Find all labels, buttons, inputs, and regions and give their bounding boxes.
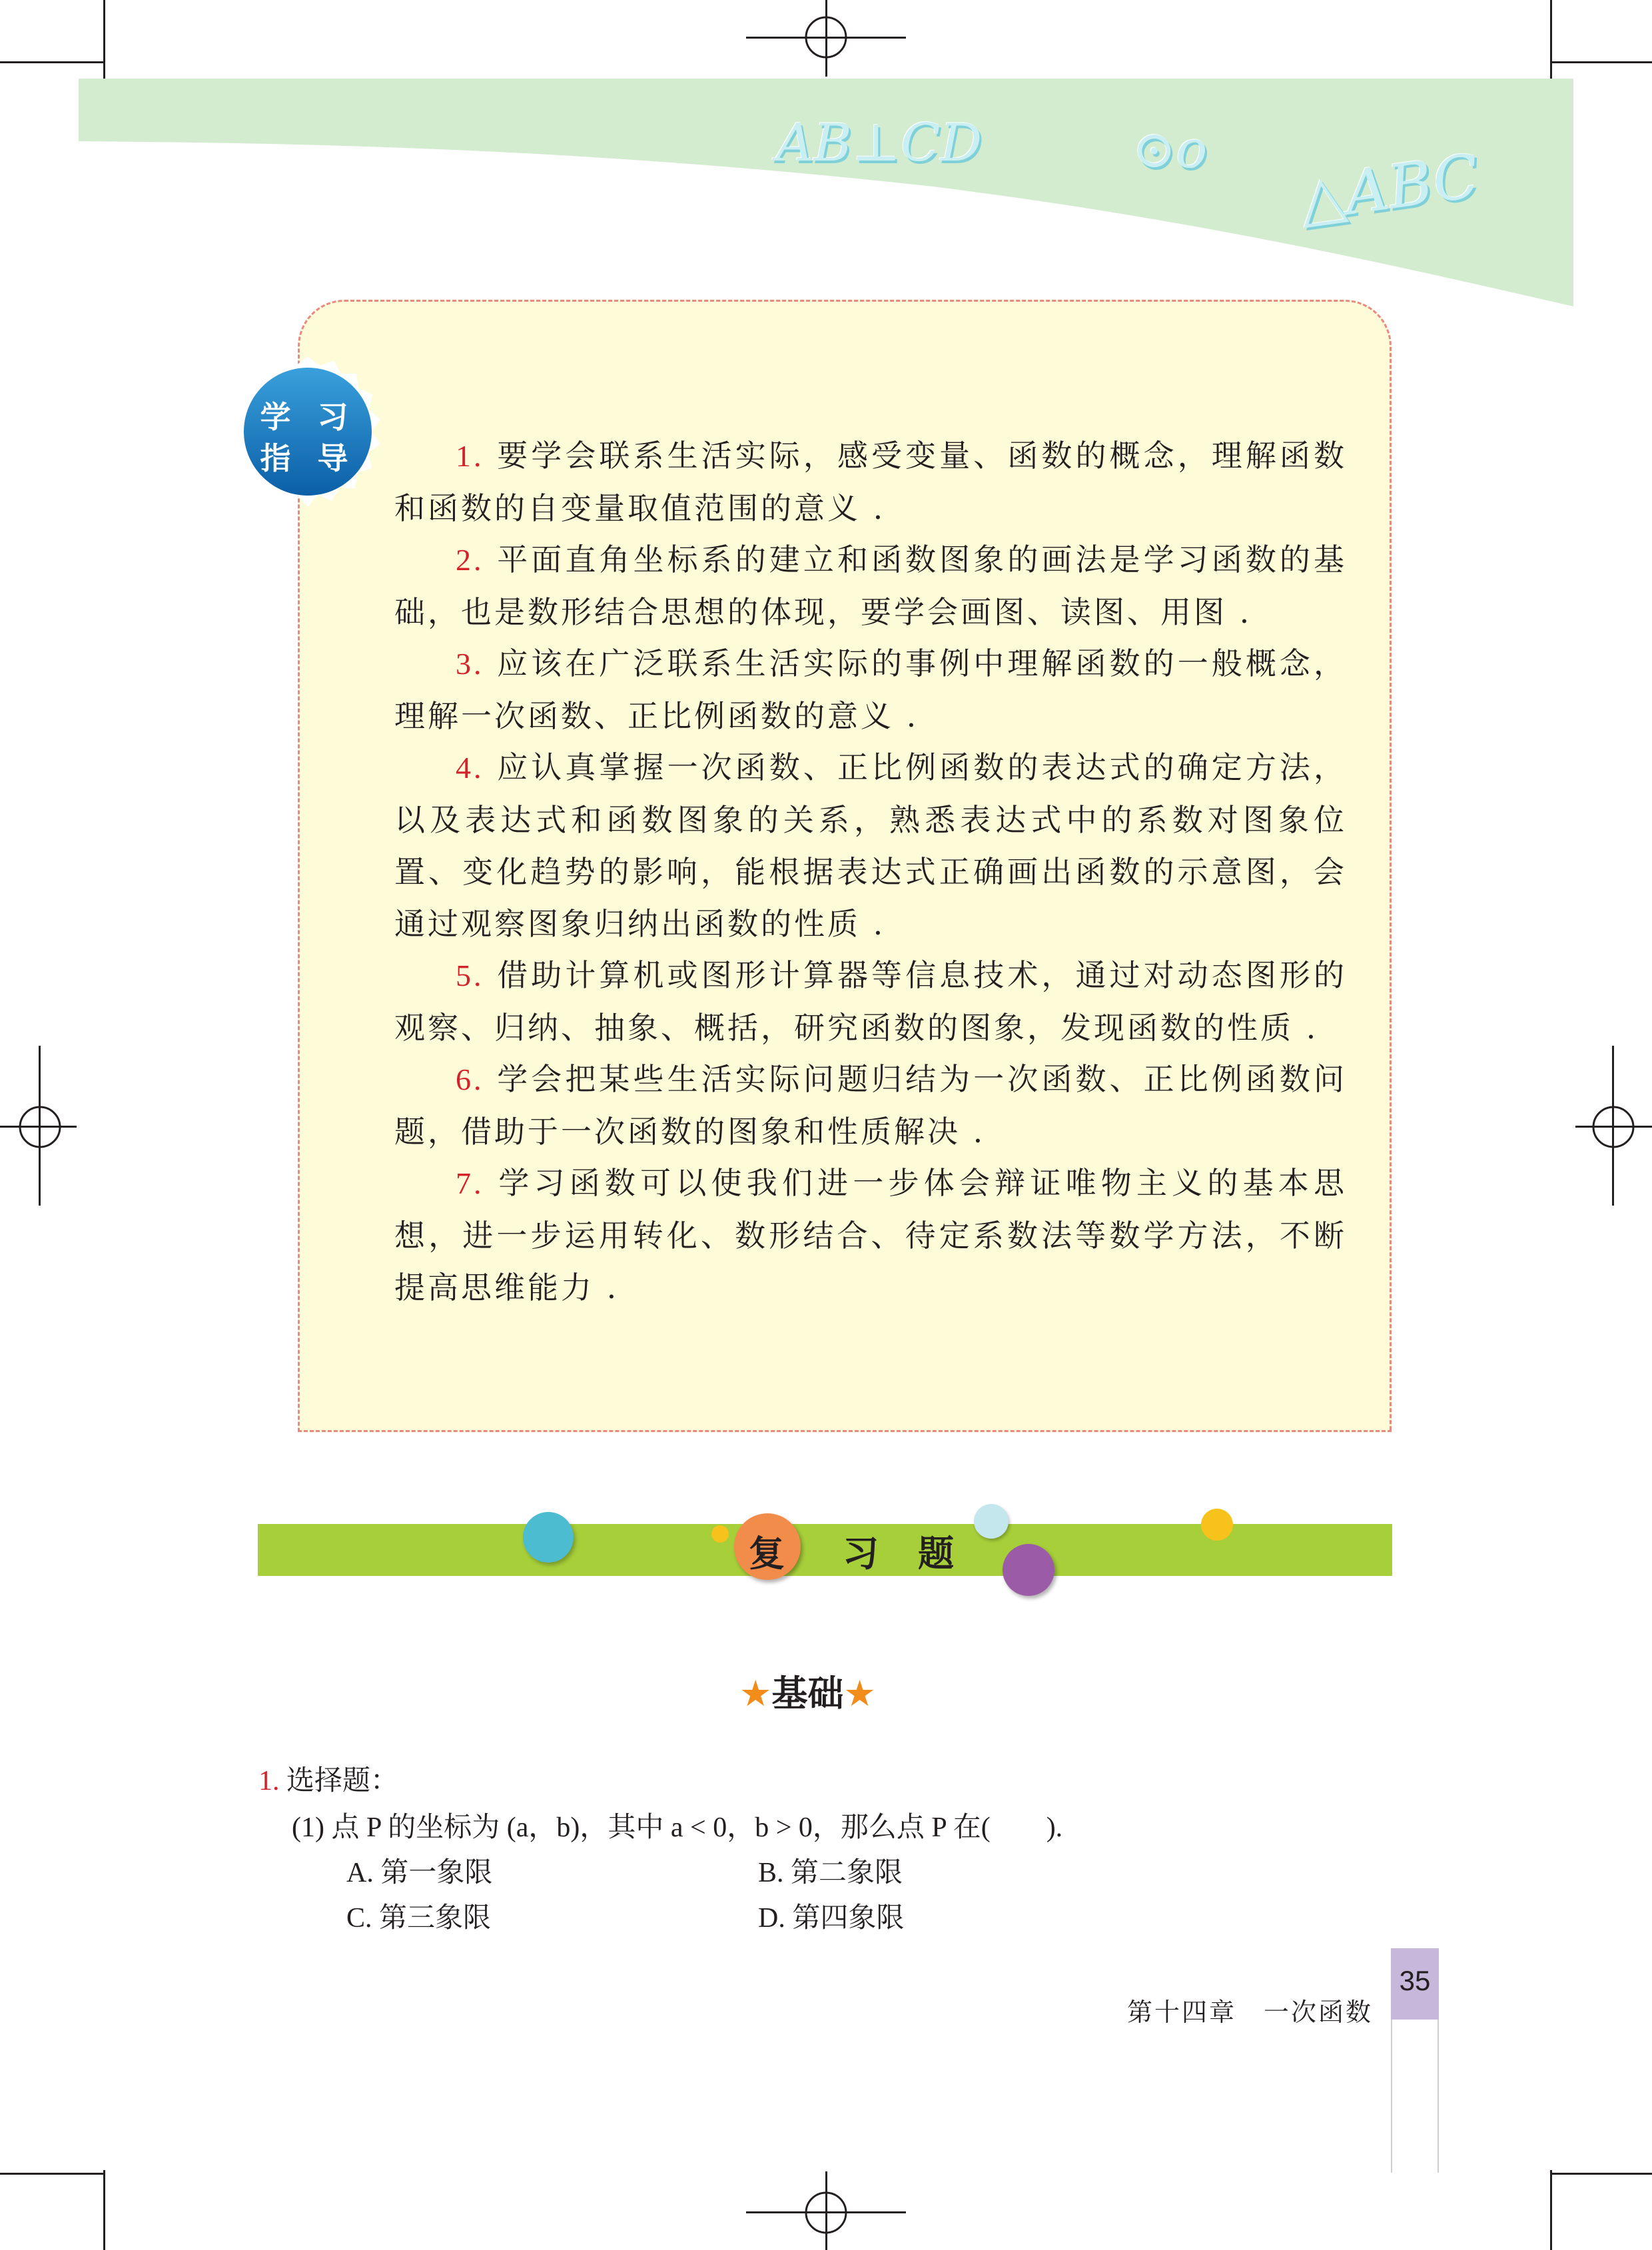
decor-dot-yellow [1201,1509,1233,1541]
decor-dot-teal [523,1512,574,1563]
guide-item-2: 2. 平面直角坐标系的建立和函数图象的画法是学习函数的基础，也是数形结合思想的体现，要学会画图、读图、用图 . [394,542,1347,630]
guide-item-1: 1. 要学会联系生活实际，感受变量、函数的概念，理解函数和函数的自变量取值范围的意义 . [394,438,1347,526]
registration-circle-left [13,1100,67,1154]
exercise-question-1: 1. 选择题： [258,1766,399,1796]
guide-item-4: 4. 应认真掌握一次函数、正比例函数的表达式的确定方法，以及表达式和函数图象的关系，熟悉表达式中的系数对图象位置、变化趋势的影响，能根据表达式正确画出函数的示意图，会通过观察图象归纳出函数的性质 . [394,749,1347,942]
basics-label: 基础 [771,1673,844,1714]
decor-dot-small-yellow [711,1525,729,1543]
decor-dot-purple [1003,1544,1054,1596]
badge-line1: 学 习 [260,399,356,435]
badge-line2: 指 导 [260,440,356,476]
review-title-char1: 复 [749,1533,785,1575]
header-symbol-perpendicular: AB⊥CD [776,113,983,173]
option-a: A. 第一象限 [346,1858,493,1888]
option-b: B. 第二象限 [758,1858,903,1888]
star-icon: ★ [739,1673,772,1714]
option-d: D. 第四象限 [758,1903,905,1934]
basics-heading [739,1665,876,1716]
review-title-char2: 习 [843,1533,879,1575]
guide-item-3: 3. 应该在广泛联系生活实际的事例中理解函数的一般概念，理解一次函数、正比例函数的意义 . [394,645,1347,734]
registration-circle-right [1587,1100,1640,1154]
guide-item-7: 7. 学习函数可以使我们进一步体会辩证唯物主义的基本思想，进一步运用转化、数形结合、待定系数法等数学方法，不断提高思维能力 . [394,1165,1347,1306]
header-symbol-triangle: △ABC [1295,141,1483,236]
page-number: 35 [1399,1965,1431,1996]
decor-dot-light-blue [974,1504,1009,1539]
page-tab-rule [1391,2020,1439,2173]
footer-chapter: 第十四章 一次函数 [1127,1998,1374,2027]
guide-item-5: 5. 借助计算机或图形计算器等信息技术，通过对动态图形的观察、归纳、抽象、概括，研究函数的图象，发现函数的性质 . [394,957,1347,1046]
header-symbol-circle: ⊙o [1132,120,1208,180]
star-icon: ★ [843,1673,876,1714]
option-c: C. 第三象限 [346,1903,492,1934]
registration-circle-bottom [799,2186,853,2239]
review-title-char3: 题 [918,1533,954,1575]
guide-item-6: 6. 学会把某些生活实际问题归结为一次函数、正比例函数问题，借助于一次函数的图象和性质解决 . [394,1061,1347,1150]
exercise-sub-1: (1) 点 P 的坐标为 (a，b)，其中 a < 0，b > 0，那么点 P 在( ). [292,1812,1063,1843]
